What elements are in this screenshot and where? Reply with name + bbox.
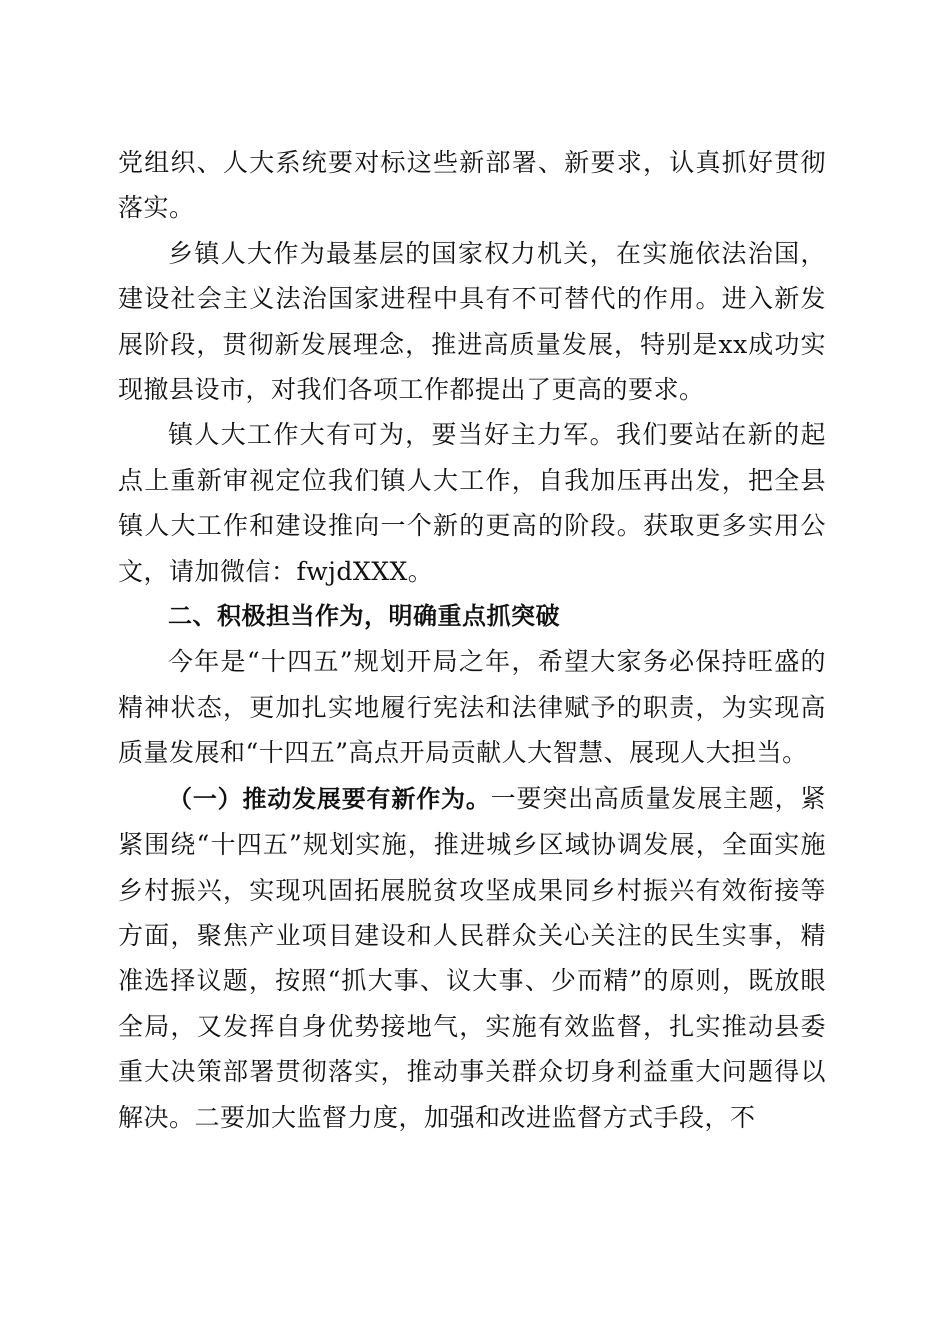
paragraph-5-body: 一要突出高质量发展主题，紧紧围绕“十四五”规划实施，推进城乡区域协调发展，全面实施乡村振兴，实现巩固拓展脱贫攻坚成果同乡村振兴有效衔接等方面，聚焦产业项目建设和人民群众关心关注的民生实事，精准选择议题，按照“抓大事、议大事、少而精”的原则，既放眼全局，又发挥自身优势接地气，实施有效监督，扎实推动县委重大决策部署贯彻落实，推动事关群众切身利益重大问题得以解决。二要加大监督力度，加强和改进监督方式手段，不 bbox=[118, 783, 826, 1132]
paragraph-1: 党组织、人大系统要对标这些新部署、新要求，认真抓好贯彻落实。 bbox=[118, 148, 826, 223]
paragraph-4: 今年是“十四五”规划开局之年，希望大家务必保持旺盛的精神状态，更加扎实地履行宪法和法律赋予的职责，为实现高质量发展和“十四五”高点开局贡献人大智慧、展现人大担当。 bbox=[118, 647, 826, 768]
paragraph-3: 镇人大工作大有可为，要当好主力军。我们要站在新的起点上重新审视定位我们镇人大工作，自我加压再出发，把全县镇人大工作和建设推向一个新的更高的阶段。获取更多实用公文，请加微信：fwjdXXX。 bbox=[118, 420, 826, 586]
section-heading-2: 二、积极担当作为，明确重点抓突破 bbox=[168, 602, 560, 631]
document-body bbox=[118, 140, 826, 1140]
paragraph-5 bbox=[118, 776, 826, 1140]
subsection-heading-1: （一）推动发展要有新作为。 bbox=[168, 784, 491, 813]
paragraph-2: 乡镇人大作为最基层的国家权力机关，在实施依法治国，建设社会主义法治国家进程中具有不可替代的作用。进入新发展阶段，贯彻新发展理念，推进高质量发展，特别是xx成功实现撤县设市，对我们各项工作都提出了更高的要求。 bbox=[118, 238, 826, 405]
